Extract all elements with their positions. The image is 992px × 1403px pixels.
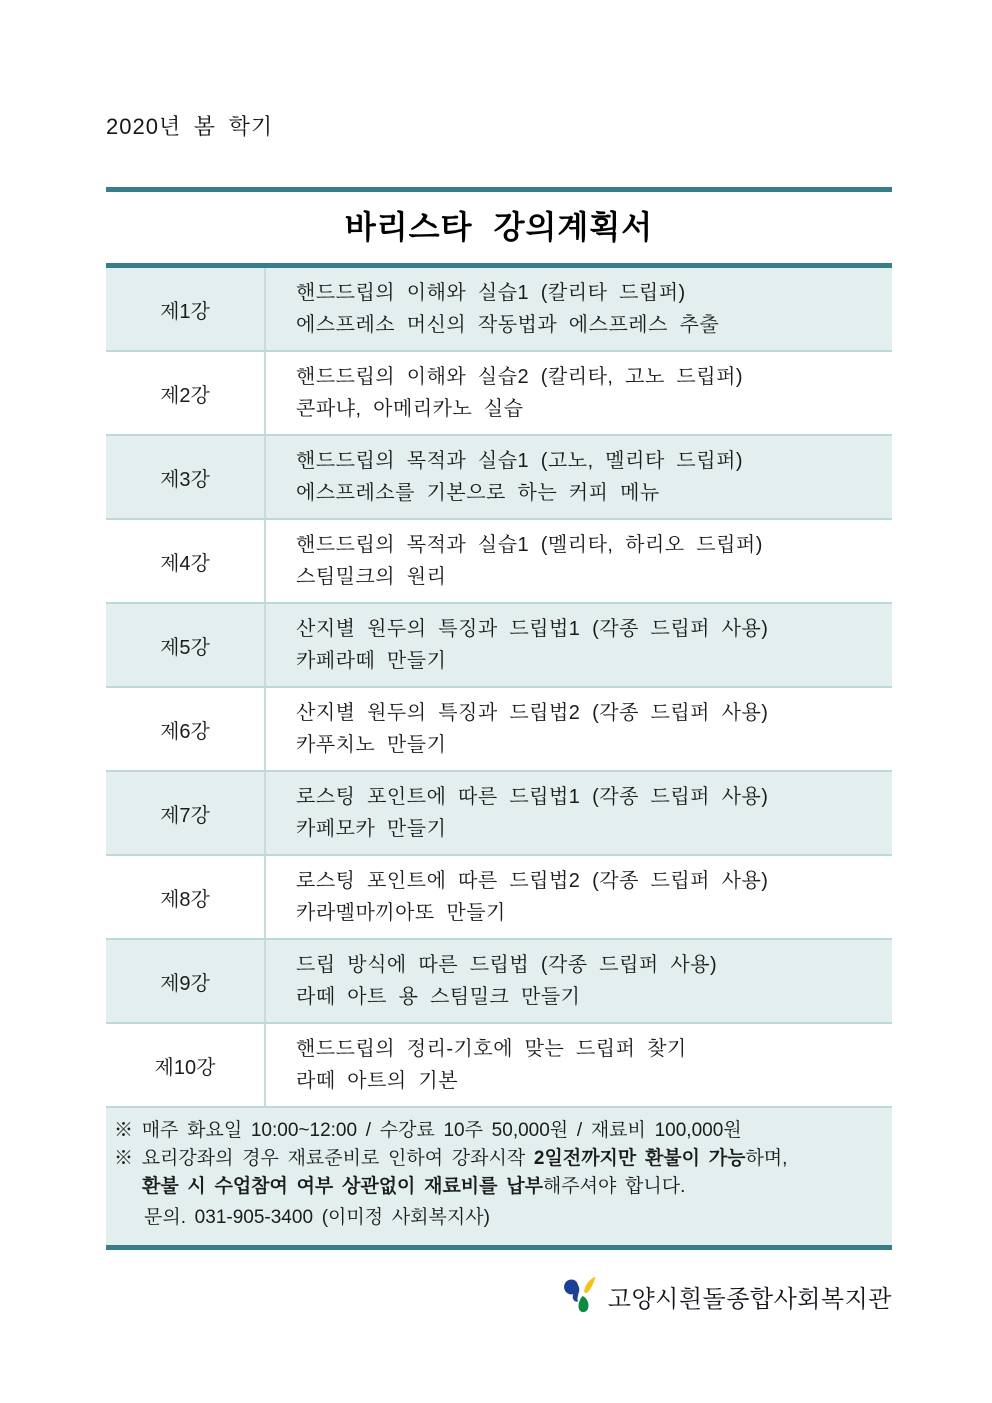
document-content: [106, 0, 892, 1317]
lesson-desc-line: 콘파냐, 아메리카노 실습: [296, 398, 524, 420]
logo-yellow-shape: [584, 1277, 595, 1294]
lesson-desc-cell: [266, 445, 892, 509]
note-refund-prefix: ※ 요리강좌의 경우 재료준비로 인하여 강좌시작: [114, 1148, 534, 1169]
lesson-number-cell: 제10강: [106, 1024, 266, 1106]
note-material-fee: [114, 1173, 880, 1201]
lesson-desc-line: 카페모카 만들기: [296, 818, 447, 840]
lesson-desc-line: 핸드드립의 정리-기호에 맞는 드립퍼 찾기: [296, 1038, 687, 1060]
lesson-desc-line: 핸드드립의 목적과 실습1 (고노, 멜리타 드립퍼): [296, 450, 744, 472]
lesson-desc-cell: [266, 865, 892, 929]
lesson-desc-line: 핸드드립의 목적과 실습1 (멜리타, 하리오 드립퍼): [296, 534, 763, 556]
lesson-desc-line: 산지별 원두의 특징과 드립법1 (각종 드립퍼 사용): [296, 618, 769, 640]
org-name: 고양시흰돌종합사회복지관: [607, 1285, 892, 1313]
lesson-number-cell: 제2강: [106, 352, 266, 434]
lesson-desc-cell: [266, 949, 892, 1013]
logo-green-shape: [578, 1296, 588, 1312]
lesson-desc-line: 핸드드립의 이해와 실습2 (칼리타, 고노 드립퍼): [296, 366, 744, 388]
table-row: [106, 772, 892, 856]
lesson-number-cell: 제8강: [106, 856, 266, 938]
lesson-desc-line: 로스팅 포인트에 따른 드립법1 (각종 드립퍼 사용): [296, 786, 769, 808]
lesson-desc-line: 핸드드립의 이해와 실습1 (칼리타 드립퍼): [296, 282, 686, 304]
lesson-desc-line: 산지별 원두의 특징과 드립법2 (각종 드립퍼 사용): [296, 702, 769, 724]
lesson-desc-cell: [266, 781, 892, 845]
lesson-desc-cell: [266, 277, 892, 341]
top-divider-rule: [106, 187, 892, 192]
note-refund-suffix: 하며,: [745, 1148, 788, 1169]
lesson-desc-line: 에스프레소 머신의 작동법과 에스프레스 추출: [296, 314, 720, 336]
note-material-bold: 환불 시 수업참여 여부 상관없이 재료비를 납부: [142, 1176, 543, 1197]
lesson-desc-cell: [266, 613, 892, 677]
footer-branding: [106, 1275, 892, 1317]
logo-blue-shape: [564, 1279, 579, 1301]
note-schedule-fee: ※ 매주 화요일 10:00~12:00 / 수강료 10주 50,000원 / 재료비 100,000원: [114, 1120, 742, 1141]
lesson-desc-line: 로스팅 포인트에 따른 드립법2 (각종 드립퍼 사용): [296, 870, 769, 892]
lesson-desc-line: 카라멜마끼아또 만들기: [296, 902, 506, 924]
semester-label: 2020년 봄 학기: [106, 114, 274, 139]
lesson-desc-line: 카푸치노 만들기: [296, 734, 447, 756]
page-title: 바리스타 강의계획서: [344, 209, 654, 245]
lesson-number-cell: 제6강: [106, 688, 266, 770]
table-row: [106, 604, 892, 688]
note-material-suffix: 해주셔야 합니다.: [542, 1176, 686, 1197]
note-refund-policy: [114, 1145, 880, 1173]
note-contact: 문의. 031-905-3400 (이미정 사회복지사): [144, 1207, 490, 1228]
lesson-desc-cell: [266, 529, 892, 593]
lesson-desc-cell: [266, 361, 892, 425]
lesson-number-cell: 제1강: [106, 268, 266, 350]
table-row: [106, 520, 892, 604]
lesson-desc-line: 라떼 아트의 기본: [296, 1070, 459, 1092]
table-row: [106, 436, 892, 520]
table-row: [106, 268, 892, 352]
lesson-number-cell: 제5강: [106, 604, 266, 686]
table-row: [106, 352, 892, 436]
lesson-desc-cell: [266, 1033, 892, 1097]
table-row: [106, 856, 892, 940]
org-logo-icon: [559, 1275, 599, 1317]
note-refund-bold: 2일전까지만 환불이 가능: [533, 1148, 746, 1169]
lesson-number-cell: 제4강: [106, 520, 266, 602]
lesson-table: [106, 263, 892, 1108]
table-row: [106, 940, 892, 1024]
lesson-desc-line: 드립 방식에 따른 드립법 (각종 드립퍼 사용): [296, 954, 718, 976]
notes-box: [106, 1108, 892, 1250]
table-row: [106, 1024, 892, 1108]
lesson-number-cell: 제7강: [106, 772, 266, 854]
lesson-desc-cell: [266, 697, 892, 761]
table-row: [106, 688, 892, 772]
lesson-desc-line: 라떼 아트 용 스팀밀크 만들기: [296, 986, 581, 1008]
lesson-desc-line: 카페라떼 만들기: [296, 650, 447, 672]
lesson-number-cell: 제3강: [106, 436, 266, 518]
lesson-number-cell: 제9강: [106, 940, 266, 1022]
lesson-desc-line: 스팀밀크의 원리: [296, 566, 447, 588]
lesson-desc-line: 에스프레소를 기본으로 하는 커피 메뉴: [296, 482, 660, 504]
